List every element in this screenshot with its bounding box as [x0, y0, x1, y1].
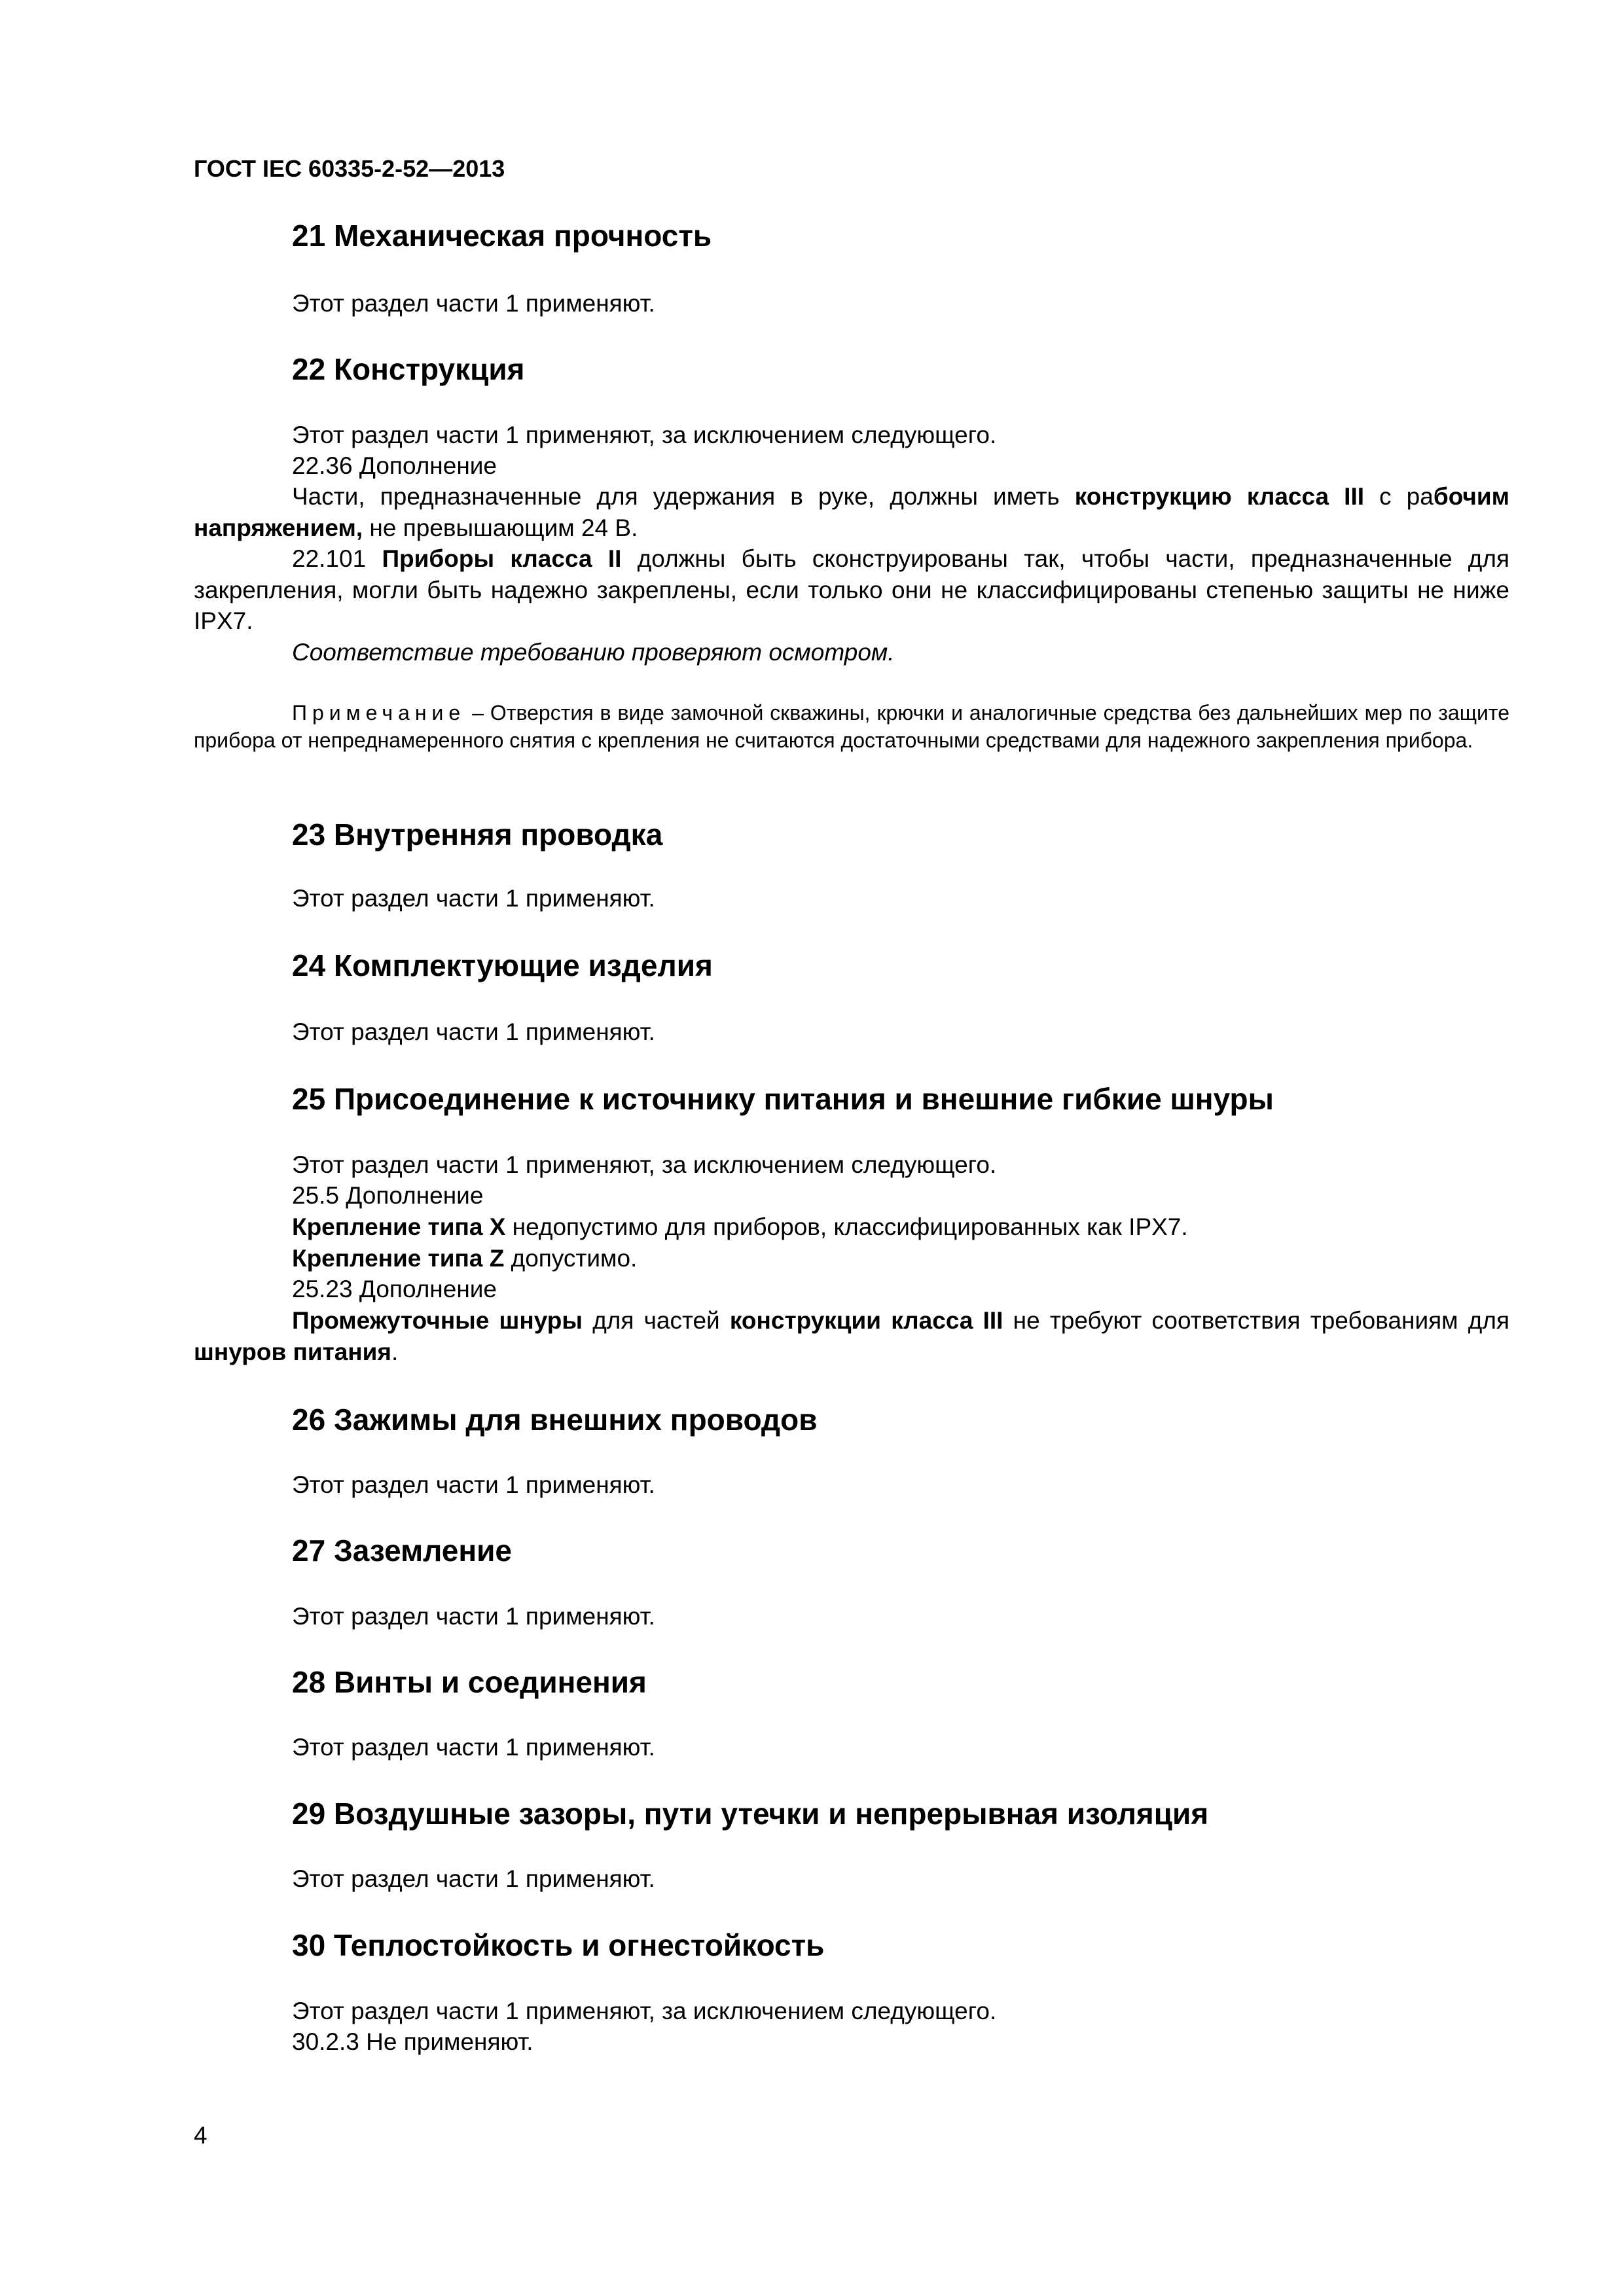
bold-term: шнуров питания — [194, 1338, 391, 1365]
section-25-paragraph — [194, 1305, 1509, 1367]
section-26-text: Этот раздел части 1 применяют. — [292, 1471, 655, 1498]
bold-term: конструкции класса III — [729, 1307, 1003, 1334]
bold-term: Крепление типа Z — [292, 1245, 505, 1272]
bold-term: бочим напряжением, — [194, 483, 1509, 541]
section-28-text: Этот раздел части 1 применяют. — [292, 1734, 655, 1761]
section-27-text: Этот раздел части 1 применяют. — [292, 1603, 655, 1630]
section-21-title: 21 Механическая прочность — [292, 219, 712, 253]
bold-term: конструкцию класса III — [1074, 483, 1365, 510]
section-25-line-5: 25.23 Дополнение — [292, 1276, 497, 1302]
section-25-line-4 — [194, 1243, 1509, 1274]
note-paragraph — [194, 699, 1509, 754]
bold-term: Промежуточные шнуры — [292, 1307, 583, 1334]
bold-term: Крепление типа X — [292, 1213, 506, 1240]
compliance-statement — [194, 637, 1509, 668]
section-30-line-2: 30.2.3 Не применяют. — [292, 2028, 533, 2055]
section-29-text: Этот раздел части 1 применяют. — [292, 1865, 655, 1892]
section-21-text: Этот раздел части 1 применяют. — [292, 290, 655, 317]
note-text: – Отверстия в виде замочной скважины, крючки и аналогичные средства без дальнейших мер по защите прибора от непреднамеренного снятия с крепления не считаются достаточными средствами для надежного закрепления прибора. — [194, 701, 1509, 752]
section-29-title: 29 Воздушные зазоры, пути утечки и непрерывная изоляция — [292, 1797, 1209, 1831]
section-24-title: 24 Комплектующие изделия — [292, 948, 713, 982]
text-run: не превышающим 24 В. — [363, 514, 638, 541]
text-run: с ра — [1364, 483, 1434, 510]
section-30-title: 30 Теплостойкость и огнестойкость — [292, 1928, 825, 1962]
section-26-title: 26 Зажимы для внешних проводов — [292, 1403, 818, 1437]
section-23-title: 23 Внутренняя проводка — [292, 817, 663, 852]
document-header: ГОСТ IEC 60335-2-52—2013 — [194, 155, 505, 182]
bold-term: Приборы класса II — [382, 545, 622, 572]
section-22-line-2: 22.36 Дополнение — [292, 452, 497, 479]
text-run: . — [391, 1338, 399, 1365]
text-run: Части, предназначенные для удержания в руке, должны иметь — [292, 483, 1075, 510]
section-22-paragraph-1 — [194, 481, 1509, 543]
text-run: не требуют соответствия требованиям для — [1003, 1307, 1510, 1334]
section-22-title: 22 Конструкция — [292, 352, 525, 386]
section-22-line-1: Этот раздел части 1 применяют, за исключением следующего. — [292, 422, 997, 448]
note-label: Примечание — [292, 701, 466, 725]
text-run: должны быть сконструированы так, чтобы части, предназначенные для закрепления, могли быть надежно закреплены, если только они не классифицированы степенью защиты не ниже IPX7. — [194, 545, 1510, 634]
section-25-line-2: 25.5 Дополнение — [292, 1182, 484, 1209]
section-27-title: 27 Заземление — [292, 1534, 513, 1568]
text-run: 22.101 — [292, 545, 382, 572]
text-run: допустимо. — [504, 1245, 638, 1272]
section-25-title: 25 Присоединение к источнику питания и внешние гибкие шнуры — [292, 1082, 1274, 1116]
text-run: для частей — [583, 1307, 730, 1334]
compliance-text: Соответствие требованию проверяют осмотром. — [292, 639, 895, 666]
text-run: недопустимо для приборов, классифицированных как IPX7. — [505, 1213, 1188, 1240]
section-22-paragraph-2 — [194, 543, 1509, 637]
section-30-line-1: Этот раздел части 1 применяют, за исключением следующего. — [292, 1998, 997, 2024]
section-25-line-3 — [194, 1211, 1509, 1243]
page-number: 4 — [194, 2122, 208, 2149]
section-24-text: Этот раздел части 1 применяют. — [292, 1018, 655, 1045]
section-23-text: Этот раздел части 1 применяют. — [292, 885, 655, 912]
section-28-title: 28 Винты и соединения — [292, 1665, 647, 1699]
section-25-line-1: Этот раздел части 1 применяют, за исключением следующего. — [292, 1151, 997, 1178]
